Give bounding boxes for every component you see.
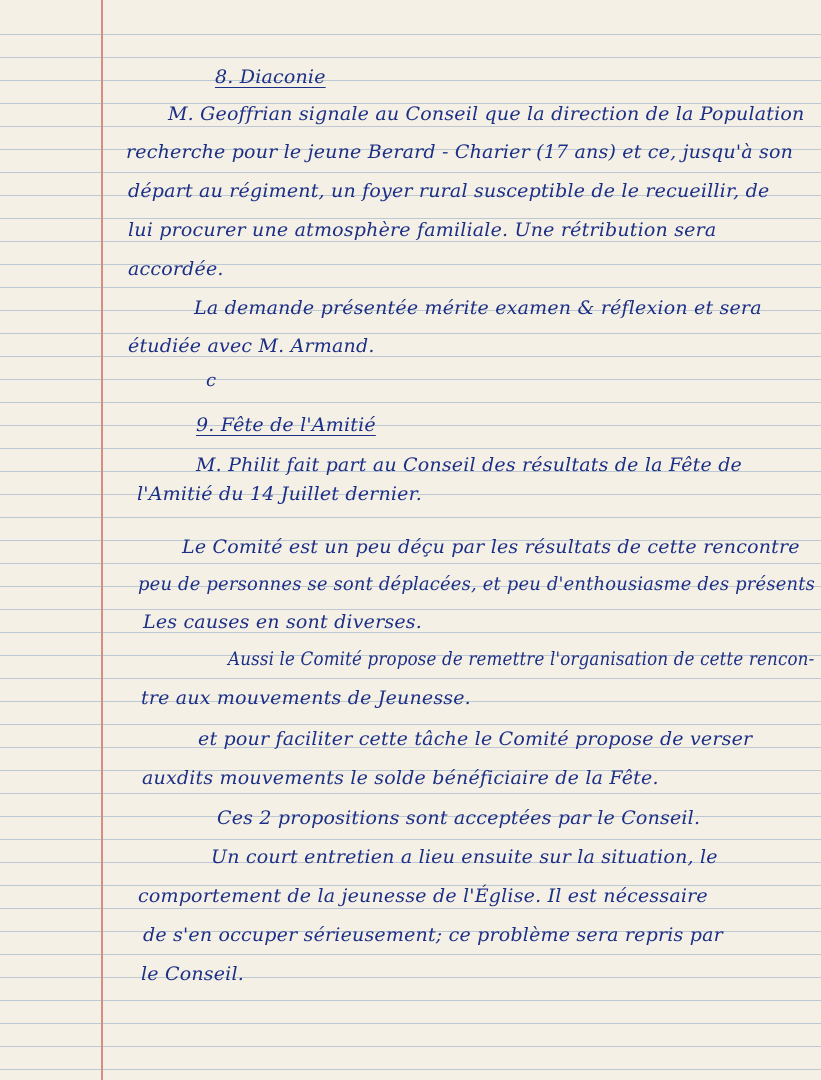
text-line: Un court entretien a lieu ensuite sur la situation, le bbox=[211, 846, 718, 868]
text-line: peu de personnes se sont déplacées, et peu d'enthousiasme des présents bbox=[138, 573, 816, 595]
text-line: M. Philit fait part au Conseil des résultats de la Fête de bbox=[196, 454, 743, 476]
text-line: auxdits mouvements le solde bénéficiaire de la Fête. bbox=[142, 767, 659, 789]
text-line: l'Amitié du 14 Juillet dernier. bbox=[137, 483, 423, 505]
text-line: Les causes en sont diverses. bbox=[143, 611, 422, 633]
text-line: Ces 2 propositions sont acceptées par le Conseil. bbox=[217, 807, 701, 829]
stray-mark: c bbox=[206, 370, 217, 391]
text-line: La demande présentée mérite examen & réflexion et sera bbox=[194, 297, 762, 319]
text-line: et pour faciliter cette tâche le Comité propose de verser bbox=[198, 728, 753, 750]
text-line: Le Comité est un peu déçu par les résultats de cette rencontre bbox=[182, 536, 800, 558]
text-line: départ au régiment, un foyer rural susceptible de le recueillir, de bbox=[128, 180, 770, 202]
text-line: accordée. bbox=[128, 258, 224, 280]
text-line: étudiée avec M. Armand. bbox=[128, 335, 375, 357]
text-line: de s'en occuper sérieusement; ce problème sera repris par bbox=[143, 924, 723, 946]
text-line: Aussi le Comité propose de remettre l'organisation de cette rencon- bbox=[228, 648, 815, 670]
section-heading-fete-amitie: 9. Fête de l'Amitié bbox=[196, 414, 376, 436]
margin-line bbox=[101, 0, 103, 1080]
text-line: lui procurer une atmosphère familiale. Une rétribution sera bbox=[128, 219, 717, 241]
text-line: comportement de la jeunesse de l'Église. Il est nécessaire bbox=[138, 885, 708, 907]
text-line: tre aux mouvements de Jeunesse. bbox=[141, 687, 471, 709]
section-heading-diaconie: 8. Diaconie bbox=[215, 66, 326, 88]
text-line: M. Geoffrian signale au Conseil que la direction de la Population bbox=[168, 103, 805, 125]
text-line: recherche pour le jeune Berard - Charier (17 ans) et ce, jusqu'à son bbox=[126, 141, 794, 163]
text-line: le Conseil. bbox=[141, 963, 244, 985]
